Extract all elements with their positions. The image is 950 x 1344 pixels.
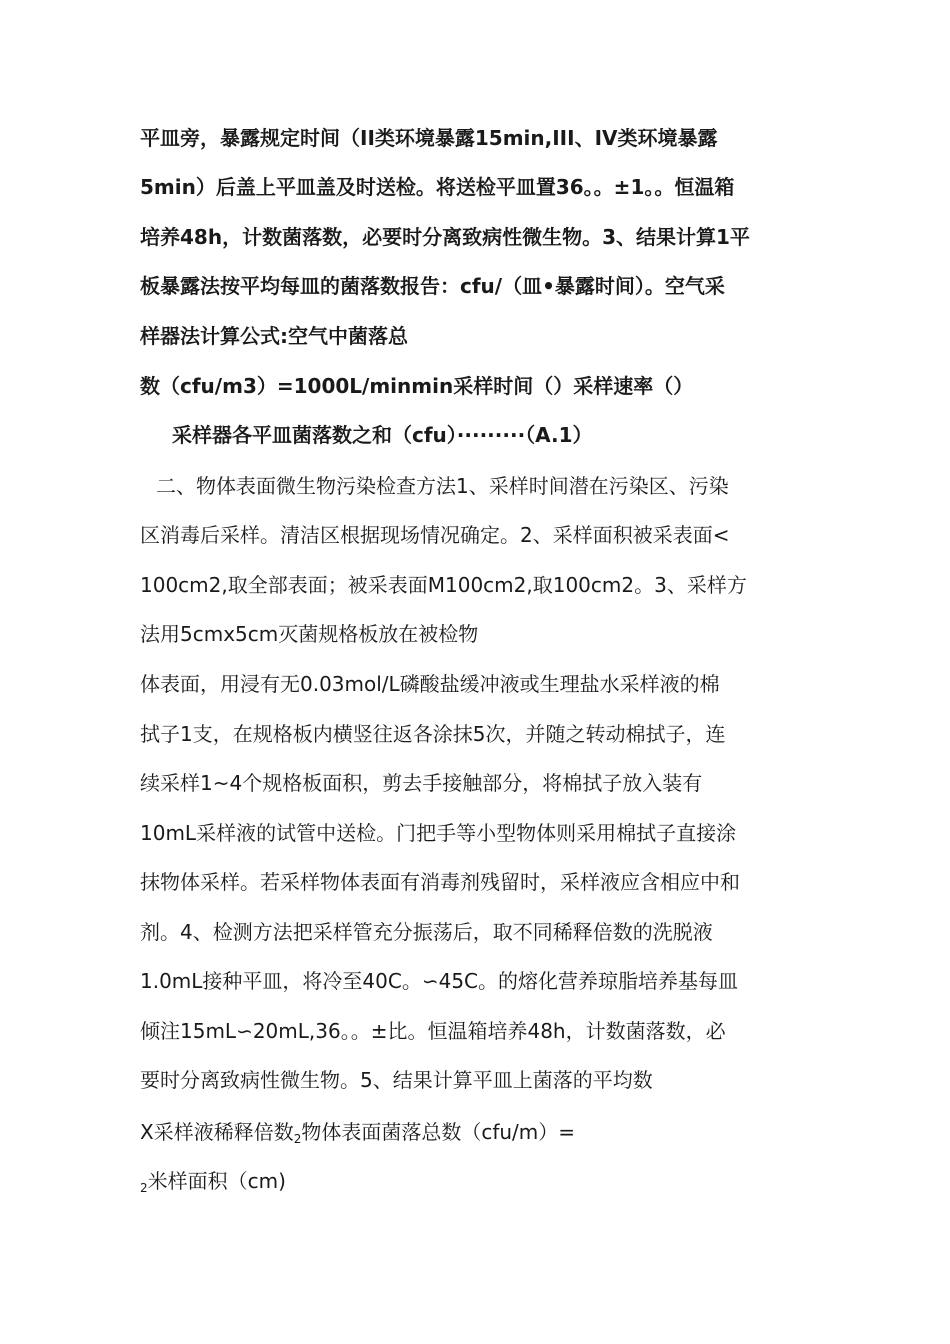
text-line-13: 拭子1支，在规格板内横竖往返各涂抹5次，并随之转动棉拭子，连 bbox=[140, 722, 726, 746]
formula-line-1 bbox=[140, 1119, 860, 1152]
text-line-1: 平皿旁，暴露规定时间（II类环境暴露15min,III、IV类环境暴露 bbox=[140, 126, 718, 150]
text-line-15: 10mL采样液的试管中送检。门把手等小型物体则采用棉拭子直接涂 bbox=[140, 821, 737, 845]
text-line-9: 区消毒后采样。清洁区根据现场情况确定。2、采样面积被采表面< bbox=[140, 523, 730, 547]
text-line-12: 体表面，用浸有无0.03mol/L磷酸盐缓冲液或生理盐水采样液的棉 bbox=[140, 672, 720, 696]
text-line-2: 5min）后盖上平皿盖及时送检。将送检平皿置36。。±1。。恒温箱 bbox=[140, 175, 735, 199]
formula-1-before: X采样液稀释倍数 bbox=[140, 1120, 294, 1144]
text-line-11: 法用5cmx5cm灭菌规格板放在被检物 bbox=[140, 622, 479, 646]
formula-1-after: 物体表面菌落总数（cfu/m）= bbox=[301, 1120, 576, 1144]
text-line-20: 要时分离致病性微生物。5、结果计算平皿上菌落的平均数 bbox=[140, 1068, 653, 1092]
text-line-10: 100cm2,取全部表面；被采表面M100cm2,取100cm2。3、采样方 bbox=[140, 573, 747, 597]
formula-2-after: 米样面积（cm) bbox=[147, 1169, 286, 1193]
text-line-6: 数（cfu/m3）=1000L/minmin采样时间（）采样速率（） bbox=[140, 374, 694, 398]
text-line-7: 采样器各平皿菌落数之和（cfu）·········（A.1） bbox=[172, 423, 593, 447]
text-line-17: 剂。4、检测方法把采样管充分振荡后，取不同稀释倍数的洗脱液 bbox=[140, 920, 713, 944]
text-line-4: 板暴露法按平均每皿的菌落数报告：cfu/（皿•暴露时间）。空气采 bbox=[140, 274, 725, 298]
formula-2-subscript: 2 bbox=[140, 1181, 148, 1195]
formula-1-subscript: 2 bbox=[293, 1132, 302, 1146]
text-line-3: 培养48h，计数菌落数，必要时分离致病性微生物。3、结果计算1平 bbox=[140, 225, 750, 249]
text-line-18: 1.0mL接种平皿，将冷至40C。∽45C。的熔化营养琼脂培养基每皿 bbox=[140, 969, 739, 993]
text-line-14: 续采样1~4个规格板面积，剪去手接触部分，将棉拭子放入装有 bbox=[140, 771, 703, 795]
text-line-16: 抹物体采样。若采样物体表面有消毒剂残留时，采样液应含相应中和 bbox=[140, 870, 740, 894]
text-line-8: 二、物体表面微生物污染检查方法1、采样时间潜在污染区、污染 bbox=[156, 474, 729, 498]
text-line-5: 样器法计算公式:空气中菌落总 bbox=[140, 324, 408, 348]
text-line-19: 倾注15mL∽20mL,36。。±比。恒温箱培养48h，计数菌落数，必 bbox=[140, 1019, 726, 1043]
formula-line-2 bbox=[140, 1168, 860, 1201]
